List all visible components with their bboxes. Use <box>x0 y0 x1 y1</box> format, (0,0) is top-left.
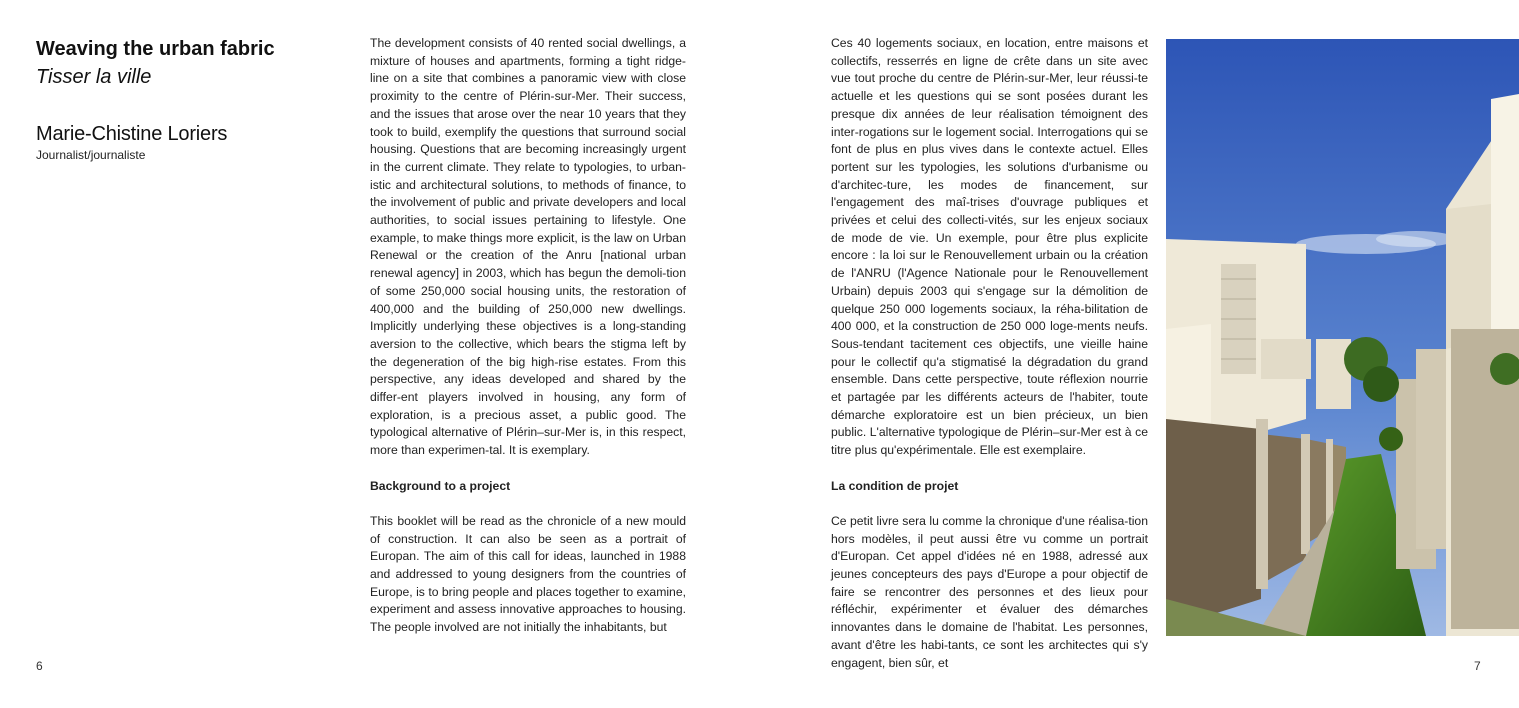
page-number-right: 7 <box>1474 659 1481 673</box>
author-name: Marie-Chistine Loriers <box>36 123 228 145</box>
article-subtitle: Tisser la ville <box>36 66 152 88</box>
right-text-column <box>831 35 1148 670</box>
author-role: Journalist/journaliste <box>36 148 146 162</box>
left-text-column <box>370 35 686 645</box>
left-paragraph-1: The development consists of 40 rented social dwellings, a mixture of houses and apartments, forming a tight ridge-line on a site that combines a panoramic view with close proximity to the centre of Plérin-sur-Mer. Their success, and the issues that arose over the near 10 years that they took to build, exemplify the questions that surround social housing. Questions that are becoming increasingly urgent in the current climate. They relate to typologies, to urban-istic and architectural solutions, to methods of finance, to the involvement of public and private developers and local authorities, to social issues pertaining to lifestyle. One example, to make things more explicit, is the law on Urban Renewal or the creation of the Anru [national urban renewal agency] in 2003, which has begun the demoli-tion of some 250,000 social housing units, the restoration of 400,000 and the building of 250,000 new dwellings. Implicitly underlying these objectives is a long-standing aversion to the collective, which bears the stigma left by the degeneration of the big high-rise estates. From this perspective, any ideas developed and shared by the differ-ent players involved in housing, any form of exploration, is a precious asset, a public good. The typological alternative of Plérin–sur-Mer is, in this respect, more than experimen-tal. It is exemplary. <box>370 36 686 458</box>
right-paragraph-1: Ces 40 logements sociaux, en location, entre maisons et collectifs, resserrés en ligne de crête dans un site avec vue tout proche du centre de Plérin-sur-Mer, leur réussi-te actuelle et les questions qui se sont posées durant les presque dix années de leur réalisation témoignent des inter-rogations sur le logement social. Interrogations qui se font de plus en plus vives dans le contexte actuel. Elles portent sur les typologies, les solutions d'urbanisme ou d'architec-ture, les modes de financement, sur l'engagement des maî-trises d'ouvrage publiques et privées et celui des collecti-vités, sur les enjeux sociaux de mode de vie. Un exemple, pour être plus explicite encore : la loi sur le Renouvellement urbain ou la création de l'ANRU (l'Agence Nationale pour le Renouvellement Urbain) depuis 2003 qui s'engage sur la démolition de quelque 250 000 logements sociaux, la réha-bilitation de 400 000, et la construction de 250 000 loge-ments neufs. Sous-tendant tacitement ces objectifs, une vieille haine pour le collectif qu'a stigmatisé la dégradation du grand ensemble. Dans cette perspective, toute réflexion nourrie et partagée par les différents acteurs de l'habiter, toute démarche exploratoire est un bien précieux, un bien public. L'alternative typologique de Plérin–sur-Mer est à ce titre plus qu'expérimentale. Elle est exemplaire. <box>831 36 1148 458</box>
page-number-left: 6 <box>36 659 43 673</box>
right-paragraph-2: Ce petit livre sera lu comme la chronique d'une réalisa-tion hors modèles, il peut aussi être vu comme un portrait d'Europan. Cet appel d'idées né en 1988, adressé aux jeunes concepteurs des pays d'Europe a pour objectif de faire se rencontrer des personnes et des lieux pour réfléchir, expérimenter et évaluer des démarches innovantes dans le domaine de l'habitat. Les personnes, avant d'être les habi-tants, ce sont les architectes qui s'y engagent, bien sûr, et <box>831 513 1148 670</box>
right-section-heading: La condition de projet <box>831 478 959 493</box>
left-paragraph-2: This booklet will be read as the chronicle of a new mould of construction. It can also be seen as a portrait of Europan. The aim of this call for ideas, launched in 1988 and addressed to young designers from the countries of Europe, is to bring people and places together to examine, experiment and assess innovative approaches to housing. The people involved are not initially the inhabitants, but <box>370 513 686 635</box>
housing-photo <box>1166 39 1519 636</box>
article-title: Weaving the urban fabric <box>36 38 275 60</box>
left-section-heading: Background to a project <box>370 478 511 493</box>
